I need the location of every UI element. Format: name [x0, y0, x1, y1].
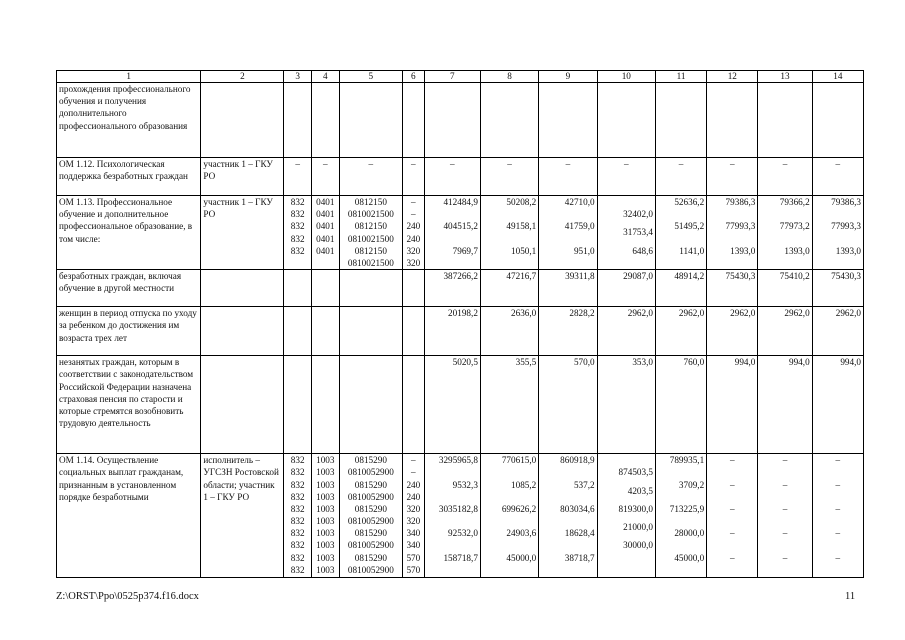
col-header: 8 [480, 71, 538, 83]
dash-cell: – [758, 158, 812, 196]
value-cell: 2636,0 [480, 307, 538, 356]
responsible: участник 1 – ГКУ РО [201, 196, 284, 270]
type-code-cell: – – 240 240 320 320 [403, 196, 425, 270]
value-cell: 47216,7 [480, 270, 538, 307]
dash-cell: – [597, 158, 655, 196]
col-header: 6 [403, 71, 425, 83]
responsible: участник 1 – ГКУ РО [201, 158, 284, 196]
value-cell: 42710,0 41759,0 951,0 [539, 196, 597, 270]
value-cell: 2962,0 [758, 307, 812, 356]
value-cell: 39311,8 [539, 270, 597, 307]
dash-cell: – – – – – [707, 454, 758, 578]
target-code-cell: 0815290 0810052900 0815290 0810052900 0815290 0810052900 0815290 0810052900 0815290 0810052900 [339, 454, 402, 578]
table-row [57, 158, 864, 196]
value-cell: 994,0 [812, 356, 863, 454]
col-header: 11 [655, 71, 706, 83]
section-code-cell: 0401 0401 0401 0401 0401 [311, 196, 339, 270]
value-cell: 994,0 [758, 356, 812, 454]
value-cell: 52636,2 51495,2 1141,0 [655, 196, 706, 270]
value-cell: 387266,2 [424, 270, 480, 307]
dash-cell: – [480, 158, 538, 196]
dash-cell: – – – – – [758, 454, 812, 578]
measure-name: незанятых граждан, которым в соответствии с законодательством Российской Федерации назначена страховая пенсия по старости и которые стремятся возобновить трудовую деятельность [57, 356, 201, 454]
dash-cell: – [812, 158, 863, 196]
dash-cell: – [539, 158, 597, 196]
value-cell: 50208,2 49158,1 1050,1 [480, 196, 538, 270]
col-header: 5 [339, 71, 402, 83]
col-header: 1 [57, 71, 201, 83]
value-cell: 355,5 [480, 356, 538, 454]
dash-cell: – [655, 158, 706, 196]
value-cell: 2962,0 [655, 307, 706, 356]
value-cell: 5020,5 [424, 356, 480, 454]
col-header: 13 [758, 71, 812, 83]
table-row [57, 454, 864, 578]
value-cell: 75430,3 [812, 270, 863, 307]
type-code-cell: – – 240 240 320 320 340 340 570 570 [403, 454, 425, 578]
value-cell: 32402,0 31753,4 648,6 [597, 196, 655, 270]
value-cell: 353,0 [597, 356, 655, 454]
value-cell: 3295965,8 9532,3 3035182,8 92532,0 158718,7 [424, 454, 480, 578]
value-cell: 874503,5 4203,5 819300,0 21000,0 30000,0 [597, 454, 655, 578]
value-cell: 2962,0 [812, 307, 863, 356]
value-cell: 79386,3 77993,3 1393,0 [707, 196, 758, 270]
measure-name: прохождения профессионального обучения и получения дополнительного профессионального образования [57, 83, 201, 158]
responsible: исполнитель – УГСЗН Ростовской области; участник 1 – ГКУ РО [201, 454, 284, 578]
value-cell: 20198,2 [424, 307, 480, 356]
page-number: 11 [845, 591, 856, 602]
dash-cell: – [311, 158, 339, 196]
measure-name: безработных граждан, включая обучение в другой местности [57, 270, 201, 307]
table-row [57, 270, 864, 307]
col-header: 10 [597, 71, 655, 83]
measure-name: ОМ 1.14. Осуществление социальных выплат гражданам, признанным в установленном порядке безработными [57, 454, 201, 578]
gr-code-cell: 832 832 832 832 832 [284, 196, 312, 270]
table-row [57, 307, 864, 356]
col-header: 14 [812, 71, 863, 83]
value-cell: 2828,2 [539, 307, 597, 356]
dash-cell: – – – – – [812, 454, 863, 578]
value-cell: 75430,3 [707, 270, 758, 307]
measure-name: ОМ 1.12. Психологическая поддержка безработных граждан [57, 158, 201, 196]
dash-cell: – [339, 158, 402, 196]
value-cell: 2962,0 [707, 307, 758, 356]
section-code-cell: 1003 1003 1003 1003 1003 1003 1003 1003 1003 1003 [311, 454, 339, 578]
value-cell: 79366,2 77973,2 1393,0 [758, 196, 812, 270]
table-row [57, 83, 864, 158]
value-cell: 994,0 [707, 356, 758, 454]
col-header: 2 [201, 71, 284, 83]
measure-name: ОМ 1.13. Профессиональное обучение и дополнительное профессиональное образование, в том числе: [57, 196, 201, 270]
dash-cell: – [424, 158, 480, 196]
value-cell: 760,0 [655, 356, 706, 454]
measure-name: женщин в период отпуска по уходу за ребенком до достижения им возраста трех лет [57, 307, 201, 356]
value-cell: 412484,9 404515,2 7969,7 [424, 196, 480, 270]
value-cell: 29087,0 [597, 270, 655, 307]
col-header: 4 [311, 71, 339, 83]
value-cell: 570,0 [539, 356, 597, 454]
value-cell: 789935,1 3709,2 713225,9 28000,0 45000,0 [655, 454, 706, 578]
value-cell: 860918,9 537,2 803034,6 18628,4 38718,7 [539, 454, 597, 578]
table-row [57, 356, 864, 454]
file-path-footer: Z:\ORST\Ppo\0525p374.f16.docx [56, 591, 199, 602]
value-cell: 48914,2 [655, 270, 706, 307]
table-header-row [57, 71, 864, 83]
value-cell: 75410,2 [758, 270, 812, 307]
budget-table [56, 70, 864, 578]
dash-cell: – [707, 158, 758, 196]
dash-cell: – [403, 158, 425, 196]
dash-cell: – [284, 158, 312, 196]
col-header: 3 [284, 71, 312, 83]
target-code-cell: 0812150 0810021500 0812150 0810021500 0812150 0810021500 [339, 196, 402, 270]
col-header: 7 [424, 71, 480, 83]
value-cell: 79386,3 77993,3 1393,0 [812, 196, 863, 270]
gr-code-cell: 832 832 832 832 832 832 832 832 832 832 [284, 454, 312, 578]
col-header: 9 [539, 71, 597, 83]
value-cell: 2962,0 [597, 307, 655, 356]
value-cell: 770615,0 1085,2 699626,2 24903,6 45000,0 [480, 454, 538, 578]
col-header: 12 [707, 71, 758, 83]
table-row [57, 196, 864, 270]
